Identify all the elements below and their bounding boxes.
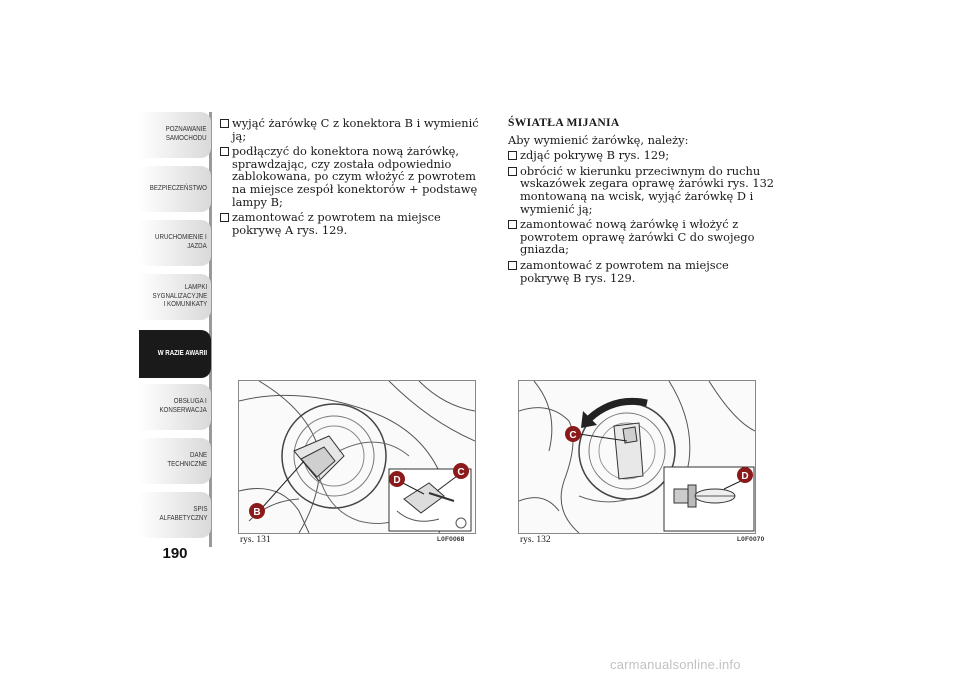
list-item <box>220 145 490 208</box>
tab-label: POZNAWANIE SAMOCHODU <box>166 126 207 142</box>
checkbox-bullet-icon <box>220 147 229 156</box>
list-item-text: podłączyć do konektora nową żarówkę, sprawdzając, czy została odpowiednio zablokowana, po czym włożyć z powrotem na miejsce zespół konektorów + podstawę lampy B; <box>232 144 478 209</box>
figure-caption: rys. 131 <box>240 535 271 545</box>
checkbox-bullet-icon <box>508 220 517 229</box>
tab-label: DANE TECHNICZNE <box>167 452 207 468</box>
checkbox-bullet-icon <box>508 167 517 176</box>
tab-label: W RAZIE AWARII <box>157 349 207 357</box>
list-item <box>508 165 780 215</box>
tab-label: SPIS ALFABETYCZNY <box>159 506 207 522</box>
list-item-text: zamontować z powrotem na miejsce pokrywę A rys. 129. <box>232 210 441 237</box>
marker-b <box>249 503 265 519</box>
tab-obsluga-i-konserwacja[interactable] <box>139 384 211 430</box>
svg-text:C: C <box>457 467 465 478</box>
checkbox-bullet-icon <box>220 213 229 222</box>
list-item-text: zamontować nową żarówkę i włożyć z powrotem oprawę żarówki C do swojego gniazda; <box>520 217 755 257</box>
marker-c <box>453 463 469 479</box>
marker-d <box>737 467 753 483</box>
svg-text:D: D <box>741 471 749 482</box>
tab-spis-alfabetyczny[interactable] <box>139 492 211 538</box>
list-item-text: zamontować z powrotem na miejsce pokrywę B rys. 129. <box>520 257 729 285</box>
list-item-text: obrócić w kierunku przeciwnym do ruchu wskazówek zegara oprawę żarówki rys. 132 montowaną na wcisk, wyjąć żarówkę D i wymienić ją; <box>520 163 775 216</box>
tab-uruchomienie-i-jazda[interactable] <box>139 220 211 266</box>
tab-label: URUCHOMIENIE I JAZDA <box>155 234 207 250</box>
svg-text:C: C <box>569 430 577 441</box>
checkbox-bullet-icon <box>508 261 517 270</box>
intro-text: Aby wymienić żarówkę, należy: <box>508 132 689 147</box>
figure-headlamp-connector <box>238 380 476 534</box>
left-column <box>220 117 490 239</box>
list-item <box>220 117 490 142</box>
checkbox-bullet-icon <box>220 119 229 128</box>
page-number: 190 <box>162 545 188 562</box>
checkbox-bullet-icon <box>508 151 517 160</box>
figure-caption: rys. 132 <box>520 535 551 545</box>
watermark: carmanualsonline.info <box>610 657 741 672</box>
figure-code: L0F0068 <box>437 536 465 543</box>
list-item-text: zdjąć pokrywę B rys. 129; <box>520 148 670 163</box>
list-item-text: wyjąć żarówkę C z konektora B i wymienić ją; <box>232 116 479 143</box>
tab-label: BEZPIECZEŃSTWO <box>149 184 207 192</box>
list-item <box>508 259 780 284</box>
list-item <box>220 211 490 236</box>
tab-label: OBSŁUGA I KONSERWACJA <box>159 398 207 414</box>
svg-text:D: D <box>393 475 401 486</box>
marker-d <box>389 471 405 487</box>
tab-w-razie-awarii[interactable] <box>139 330 211 378</box>
tab-poznawanie-samochodu[interactable] <box>139 112 211 158</box>
tab-dane-techniczne[interactable] <box>139 438 211 484</box>
svg-text:B: B <box>253 507 261 518</box>
figure-code: L0F0070 <box>737 536 765 543</box>
tab-label: LAMPKI SYGNALIZACYJNE I KOMUNIKATY <box>152 284 207 309</box>
marker-c <box>565 426 581 442</box>
tab-lampki-sygnalizacyjne[interactable] <box>139 274 211 320</box>
figure-bulb-holder <box>518 380 756 534</box>
list-item <box>508 218 780 256</box>
right-column <box>508 117 780 287</box>
tab-bezpieczenstwo[interactable] <box>139 166 211 212</box>
section-heading: ŚWIATŁA MIJANIA <box>508 116 620 129</box>
list-item <box>508 149 780 162</box>
